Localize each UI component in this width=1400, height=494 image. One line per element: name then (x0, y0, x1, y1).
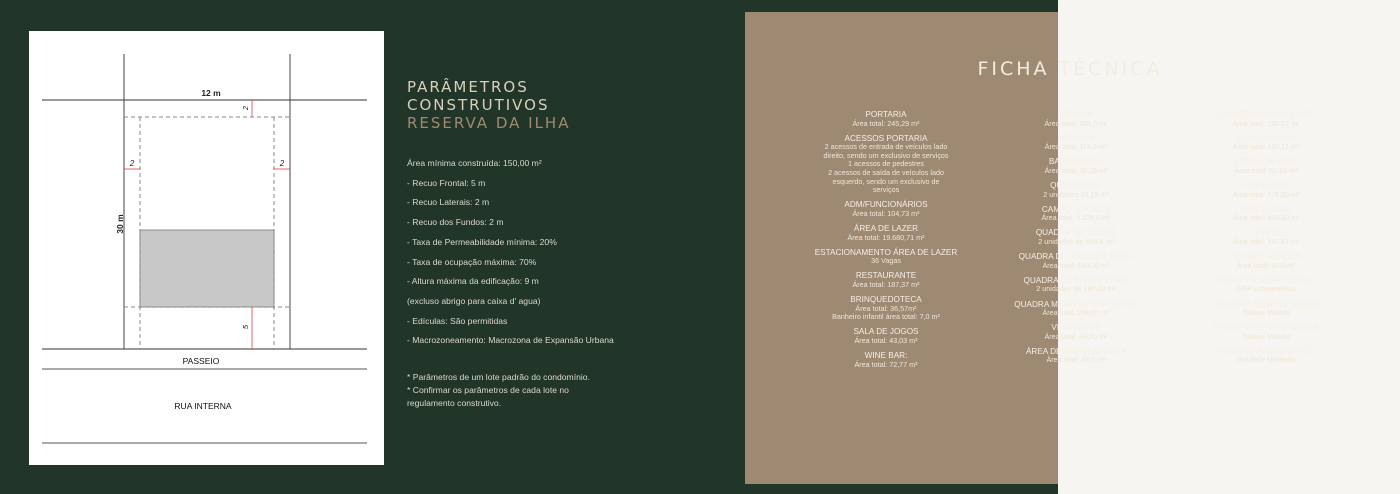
parameter-item: - Taxa de Permeabilidade mínima: 20% (407, 236, 557, 247)
ficha-item (1176, 323, 1356, 341)
front-setback-label: 5 (241, 324, 250, 330)
ficha-item-name: QUIOSQUES: (1050, 181, 1102, 191)
ficha-item-detail: Área total: 43,03 m² (854, 335, 918, 345)
ficha-item-detail: Área total: 72,77 m² (854, 359, 918, 369)
ficha-item-name: ÁREA DE CONVENIÊNCIA (1025, 346, 1127, 356)
ficha-item (1176, 228, 1356, 246)
ficha-item-detail: Área total: 104,73 m² (852, 208, 920, 218)
ficha-item-detail: Banheiro infantil área total: 7,0 m² (832, 312, 940, 322)
ficha-column-2 (986, 110, 1166, 371)
ficha-item (796, 134, 976, 195)
ficha-item-name: QUADRA DE TENNIS (1035, 228, 1117, 238)
ficha-item-name: QUADRA DE BEACH TÊNIS (1023, 275, 1129, 285)
ficha-item (1176, 181, 1356, 199)
parameter-item: (excluso abrigo para caixa d' agua) (407, 295, 541, 306)
parameter-item: - Taxa de ocupação máxima: 70% (407, 256, 537, 267)
ficha-item-name: SALA DE JOGOS (853, 327, 919, 337)
ficha-item-name: BRINQUEDOTECA (850, 295, 922, 305)
ficha-item-detail: Área total: 157,67 m² (1232, 236, 1300, 246)
ficha-item (1176, 205, 1356, 223)
ficha-item-name: BAR PISCINA: (1048, 157, 1104, 167)
ficha-item (986, 347, 1166, 365)
left-setback-label: 2 (129, 159, 135, 168)
ficha-item (796, 248, 976, 266)
right-setback-label: 2 (279, 159, 285, 168)
ficha-item-detail: Área total: 245,29 m² (852, 118, 920, 128)
ficha-item-detail: Área total: 187,37 m² (852, 279, 920, 289)
sidewalk-label: PASSEIO (182, 356, 220, 366)
ficha-item-detail: direito, sendo um exclusivo de serviços (823, 150, 949, 160)
parameter-item: Área mínima construída: 150,00 m² (407, 158, 542, 168)
ficha-item-detail: 2 unidades de 180,00 m² (1036, 284, 1116, 294)
ficha-item-name: ADM/FUNCIONÁRIOS (844, 200, 928, 210)
ficha-item-detail: Área total: 175,00 m² (1232, 189, 1300, 199)
title-line-2: CONSTRUTIVOS (407, 96, 550, 114)
building-parameters (407, 78, 737, 410)
parameter-item: - Recuo dos Fundos: 2 m (407, 217, 504, 228)
depth-label: 30 m (115, 214, 125, 234)
ficha-item (986, 300, 1166, 318)
ficha-item-name: PROJETO ARQUITETÔNICO (1211, 299, 1321, 309)
ficha-item-name: ESTACIONAMENTO ÁREA DE LAZER (814, 247, 958, 257)
ficha-item-detail: GSP Loteamentos (1236, 284, 1296, 294)
note-line: regulamento construtivo. (407, 398, 502, 409)
ficha-item-detail: Área total: 130,52 m² (1232, 118, 1300, 128)
ficha-item-detail: 2 acessos de entrada de veículos lado (824, 142, 948, 152)
ficha-item (796, 351, 976, 369)
ficha-item-name: QUADRA MEIA POLIESPORTIVA (1014, 299, 1138, 309)
parameter-item: - Recuo Laterais: 2 m (407, 197, 490, 208)
ficha-item (796, 271, 976, 289)
ficha-item-detail: Área total: 114,0 m² (1044, 142, 1108, 152)
ficha-item (1176, 347, 1356, 365)
ficha-item-detail: Área total: 50,0 m² (1236, 260, 1296, 270)
ficha-item-name: PORTARIA (865, 110, 907, 119)
ficha-item (986, 205, 1166, 223)
ficha-item-name: HORTA (1252, 228, 1280, 238)
ficha-item-detail: Grazielle Marenda (1236, 355, 1296, 365)
ficha-item-name: SKATE PARK (1240, 204, 1292, 214)
ficha-item (796, 110, 976, 128)
ficha-item-name: PISCINA (1059, 110, 1093, 119)
parameter-item: - Recuo Frontal: 5 m (407, 177, 486, 188)
ficha-item-name: CAMPO SOCIETY (1041, 204, 1111, 214)
ficha-item-detail: 2 unidades 39,19 m² (1043, 189, 1109, 199)
ficha-item (986, 228, 1166, 246)
ficha-item-name: PROJETO PAISAGÍSTICO (1217, 346, 1315, 356)
parameters-list (407, 154, 737, 351)
ficha-item (796, 200, 976, 218)
parameter-item: - Altura máxima da edificação: 9 m (407, 276, 539, 287)
parameter-item: - Edículas: São permitidas (407, 315, 508, 326)
note-line: * Parâmetros de um lote padrão do condomínio. (407, 372, 590, 383)
ficha-item (986, 252, 1166, 270)
ficha-item-detail: Área total: 180,00 m² (1042, 260, 1110, 270)
ficha-item (986, 276, 1166, 294)
ficha-item (1176, 134, 1356, 152)
ficha-item-name: SECRET GARDEN (1230, 252, 1302, 262)
note-line: * Confirmar os parâmetros de cada lote no (407, 385, 569, 396)
ficha-item (1176, 157, 1356, 175)
title-line-3: RESERVA DA ILHA (407, 114, 571, 132)
ficha-item-detail: serviços (872, 185, 900, 195)
building-footprint (140, 230, 274, 307)
ficha-item-detail: Área total: 234,00 m² (1042, 308, 1110, 317)
ficha-item-detail: Área total: 1.125,0 m² (1041, 213, 1111, 223)
title-line-1: PARÂMETROS (407, 78, 529, 96)
ficha-item-name: ACESSOS PORTARIA (844, 133, 928, 143)
ficha-item (796, 327, 976, 345)
parameter-item: - Macrozoneamento: Macrozona de Expansão Urbana (407, 335, 614, 346)
ficha-item-detail: 1 acessos de pedestres (848, 159, 924, 169)
ficha-column-1 (796, 110, 976, 375)
ficha-item-name: PROJETO DE INTERIORES (1213, 323, 1319, 333)
ficha-item-name: FONTE DE PISO (1234, 157, 1298, 167)
ficha-item (796, 224, 976, 242)
ficha-item (1176, 110, 1356, 128)
ficha-title: FICHA TÉCNICA (977, 58, 1163, 80)
lot-plan-drawing (29, 31, 384, 465)
ficha-item-name: QUADRA DE VÔLEI DE AREIA (1018, 252, 1134, 262)
ficha-item-detail: Área total: 19.680,71 m² (847, 232, 925, 242)
ficha-item-detail: Área total: 63,20 m² (1044, 331, 1108, 341)
ficha-item-name: WINE BAR: (864, 351, 908, 361)
rear-setback-label: 2 (241, 105, 250, 111)
ficha-item-detail: Área total: 49,0 m² (1046, 355, 1106, 365)
ficha-item-name: PET PLACE (1243, 181, 1289, 191)
ficha-item-detail: Área total: 52,69 m² (1234, 165, 1298, 175)
ficha-item-detail: Tatiana Matallo (1241, 331, 1291, 341)
lot-plan-card (29, 31, 384, 465)
ficha-item (1176, 300, 1356, 318)
ficha-item (986, 110, 1166, 128)
parameters-notes (407, 371, 737, 410)
ficha-item-name: RESTAURANTE (855, 271, 917, 281)
ficha-item-name: PRAINHA (1057, 133, 1095, 143)
width-label: 12 m (201, 88, 221, 98)
ficha-item-detail: Área total: 304,0 m² (1044, 118, 1108, 128)
ficha-item (1176, 252, 1356, 270)
ficha-item (986, 134, 1166, 152)
ficha-item (1176, 276, 1356, 294)
ficha-item-name: GINÁSTICA AO AR LIVRE (1217, 110, 1315, 119)
ficha-item-detail: Área total: 104,11 m² (1232, 142, 1300, 152)
ficha-item-detail: esquerdo, sendo um exclusivo de (832, 176, 940, 186)
ficha-column-3 (1176, 110, 1356, 371)
ficha-item-name: VESTIÁRIOS (1051, 323, 1101, 333)
ficha-item-name: PLAYGROUND (1237, 133, 1295, 143)
ficha-item-detail: Área total: 36,57m² (855, 303, 917, 313)
ficha-item-detail: 2 acessos de saída de veículos lado (828, 167, 944, 177)
ficha-item-detail: Área total: 36,28 m² (1044, 165, 1108, 175)
ficha-item (986, 323, 1166, 341)
parameters-title (407, 78, 737, 132)
ficha-item (796, 295, 976, 322)
ficha-item-detail: 2 unidades de 648,0 m² (1038, 236, 1114, 246)
ficha-item-detail: 36 Vagas (871, 256, 901, 266)
ficha-item-detail: Área total: 405,00 m² (1232, 213, 1300, 223)
ficha-item-name: ÁREA DE LAZER (853, 224, 919, 234)
ficha-item-detail: Tatiana Matallo (1241, 308, 1291, 317)
ficha-item (986, 181, 1166, 199)
street-label: RUA INTERNA (174, 401, 232, 411)
ficha-item-name: PROJETO URBANÍSTICO (1217, 275, 1315, 285)
ficha-item (986, 157, 1166, 175)
